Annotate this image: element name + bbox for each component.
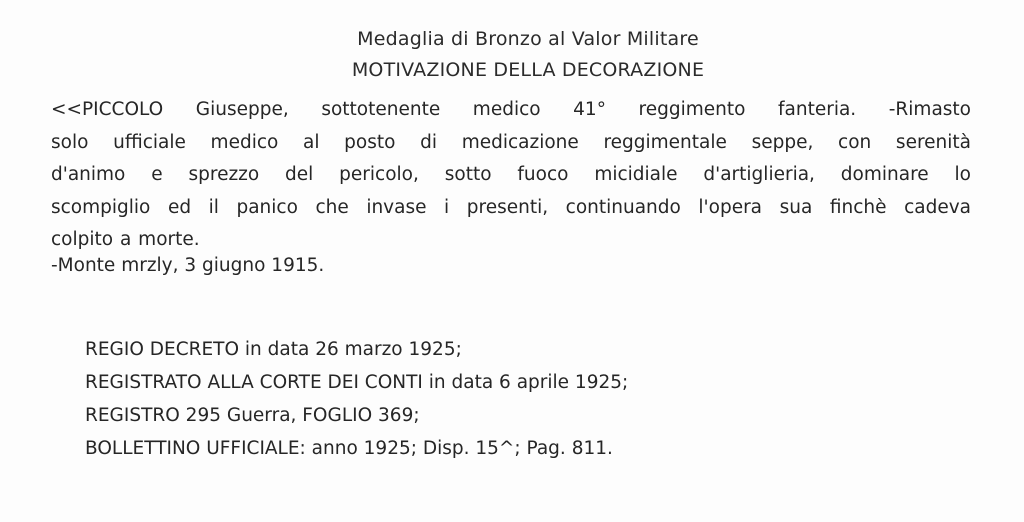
motivation-line: colpito a morte. <box>51 229 200 250</box>
document-title: Medaglia di Bronzo al Valor Militare <box>357 28 699 50</box>
decree-records <box>85 333 628 465</box>
motivation-line: scompiglio ed il panico che invase i presenti, continuando l'opera sua finchè cadeva <box>51 196 971 218</box>
motivation-line: <<PICCOLO Giuseppe, sottotenente medico 41° reggimento fanteria. -Rimasto <box>51 99 971 120</box>
place-and-date: -Monte mrzly, 3 giugno 1915. <box>51 255 325 276</box>
record-line: REGISTRO 295 Guerra, FOGLIO 369; <box>85 405 420 426</box>
record-line: REGIO DECRETO in data 26 marzo 1925; <box>85 339 462 360</box>
record-line: BOLLETTINO UFFICIALE: anno 1925; Disp. 15^; Pag. 811. <box>85 438 613 459</box>
motivation-paragraph <box>51 94 971 257</box>
motivation-line: d'animo e sprezzo del pericolo, sotto fuoco micidiale d'artiglieria, dominare lo <box>51 164 971 185</box>
record-line: REGISTRATO ALLA CORTE DEI CONTI in data 6 aprile 1925; <box>85 372 629 393</box>
document-subtitle: MOTIVAZIONE DELLA DECORAZIONE <box>351 59 705 81</box>
motivation-line: solo ufficiale medico al posto di medicazione reggimentale seppe, con serenità <box>51 131 971 153</box>
